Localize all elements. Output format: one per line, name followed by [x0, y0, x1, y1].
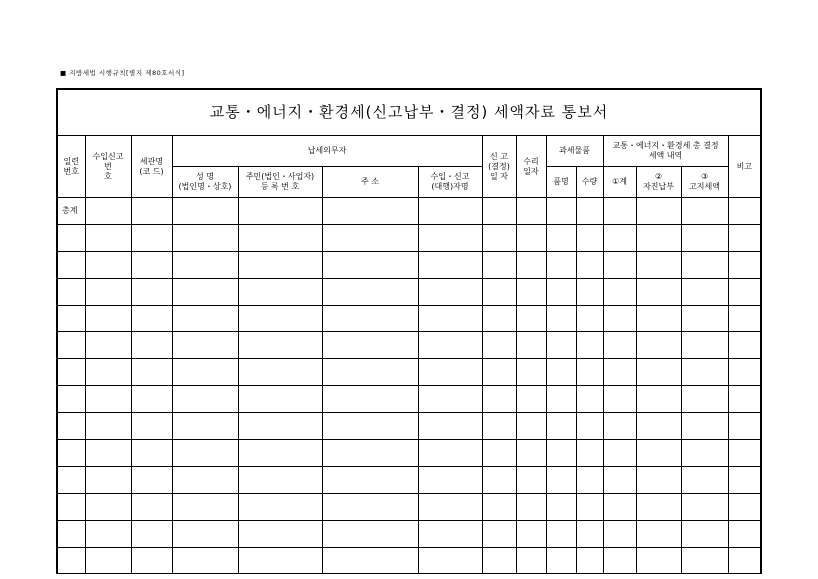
table-cell[interactable] — [681, 520, 728, 547]
table-cell[interactable] — [238, 198, 322, 225]
table-row — [58, 224, 760, 251]
table-cell[interactable] — [418, 305, 482, 332]
table-cell[interactable] — [636, 278, 681, 305]
table-cell[interactable] — [238, 520, 322, 547]
table-cell[interactable] — [576, 493, 603, 520]
table-cell[interactable] — [322, 413, 418, 440]
table-cell[interactable] — [636, 413, 681, 440]
table-cell[interactable] — [576, 278, 603, 305]
header-address: 주 소 — [322, 167, 418, 198]
table-cell[interactable] — [172, 440, 238, 467]
table-cell[interactable] — [172, 305, 238, 332]
table-cell[interactable] — [418, 386, 482, 413]
header-name: 성 명 (법인명・상호) — [172, 167, 238, 198]
table-cell[interactable] — [516, 520, 546, 547]
table-cell[interactable] — [172, 251, 238, 278]
table-cell[interactable] — [172, 386, 238, 413]
table-cell[interactable] — [418, 520, 482, 547]
table-cell[interactable] — [603, 440, 636, 467]
table-cell[interactable] — [728, 251, 760, 278]
table-cell[interactable] — [85, 466, 131, 493]
table-cell[interactable] — [482, 466, 516, 493]
table-cell[interactable] — [58, 278, 85, 305]
table-cell[interactable] — [482, 440, 516, 467]
table-cell[interactable] — [636, 440, 681, 467]
form-caption: ■ 지방세법 시행규칙[별지 제80호서식] — [60, 69, 185, 77]
table-cell[interactable] — [322, 278, 418, 305]
table-row — [58, 440, 760, 467]
table-cell[interactable] — [172, 493, 238, 520]
table-cell[interactable] — [728, 493, 760, 520]
table-cell[interactable] — [85, 278, 131, 305]
table-cell[interactable] — [58, 440, 85, 467]
table-cell[interactable] — [418, 251, 482, 278]
table-cell[interactable] — [418, 278, 482, 305]
header-report-date: 신 고 (결정) 일 자 — [482, 136, 516, 198]
table-cell[interactable] — [576, 359, 603, 386]
table-cell[interactable] — [238, 359, 322, 386]
total-label: 총계 — [58, 198, 85, 225]
table-cell[interactable] — [322, 224, 418, 251]
header-self-payment: ② 자진납부 — [636, 167, 681, 198]
table-row — [58, 547, 760, 574]
table-cell[interactable] — [636, 359, 681, 386]
table-cell[interactable] — [728, 386, 760, 413]
table-cell[interactable] — [636, 224, 681, 251]
table-cell[interactable] — [85, 386, 131, 413]
table-cell[interactable] — [728, 359, 760, 386]
table-cell[interactable] — [636, 547, 681, 574]
table-cell[interactable] — [681, 413, 728, 440]
table-cell[interactable] — [238, 493, 322, 520]
table-cell[interactable] — [418, 224, 482, 251]
table-cell[interactable] — [482, 198, 516, 225]
table-cell[interactable] — [546, 251, 576, 278]
table-cell[interactable] — [58, 413, 85, 440]
table-row — [58, 359, 760, 386]
table-cell[interactable] — [58, 547, 85, 574]
table-cell[interactable] — [131, 520, 172, 547]
table-cell[interactable] — [681, 251, 728, 278]
table-cell[interactable] — [576, 198, 603, 225]
table-cell[interactable] — [636, 198, 681, 225]
header-receipt-date: 수리 일자 — [516, 136, 546, 198]
table-cell[interactable] — [576, 386, 603, 413]
table-cell[interactable] — [322, 547, 418, 574]
table-cell[interactable] — [636, 305, 681, 332]
table-cell[interactable] — [85, 198, 131, 225]
table-cell[interactable] — [238, 413, 322, 440]
table-cell[interactable] — [546, 332, 576, 359]
table-cell[interactable] — [516, 466, 546, 493]
table-cell[interactable] — [681, 493, 728, 520]
table-row — [58, 332, 760, 359]
table-cell[interactable] — [58, 359, 85, 386]
table-cell[interactable] — [172, 198, 238, 225]
table-cell[interactable] — [546, 413, 576, 440]
table-cell[interactable] — [681, 386, 728, 413]
table-cell[interactable] — [576, 332, 603, 359]
table-cell[interactable] — [516, 224, 546, 251]
table-cell[interactable] — [322, 440, 418, 467]
table-cell[interactable] — [85, 332, 131, 359]
table-cell[interactable] — [131, 493, 172, 520]
table-cell[interactable] — [322, 520, 418, 547]
table-cell[interactable] — [131, 305, 172, 332]
header-quantity: 수량 — [576, 167, 603, 198]
table-cell[interactable] — [576, 251, 603, 278]
table-cell[interactable] — [418, 198, 482, 225]
table-cell[interactable] — [636, 332, 681, 359]
table-cell[interactable] — [728, 198, 760, 225]
header-import-report-no: 수입신고 번 호 — [85, 136, 131, 198]
table-row — [58, 413, 760, 440]
table-row — [58, 278, 760, 305]
table-cell[interactable] — [603, 493, 636, 520]
table-cell[interactable] — [322, 305, 418, 332]
table-cell[interactable] — [322, 466, 418, 493]
table-cell[interactable] — [681, 198, 728, 225]
table-cell[interactable] — [516, 251, 546, 278]
table-cell[interactable] — [482, 278, 516, 305]
table-cell[interactable] — [603, 413, 636, 440]
table-cell[interactable] — [322, 386, 418, 413]
table-cell[interactable] — [58, 251, 85, 278]
table-cell[interactable] — [546, 305, 576, 332]
table-cell[interactable] — [482, 305, 516, 332]
table-cell[interactable] — [636, 493, 681, 520]
table-cell[interactable] — [238, 278, 322, 305]
table-cell[interactable] — [172, 413, 238, 440]
table-cell[interactable] — [603, 224, 636, 251]
table-cell[interactable] — [516, 440, 546, 467]
table-cell[interactable] — [728, 224, 760, 251]
table-cell[interactable] — [546, 520, 576, 547]
table-cell[interactable] — [172, 359, 238, 386]
table-cell[interactable] — [728, 520, 760, 547]
table-cell[interactable] — [728, 466, 760, 493]
table-cell[interactable] — [482, 332, 516, 359]
table-cell[interactable] — [58, 305, 85, 332]
table-cell[interactable] — [418, 547, 482, 574]
table-cell[interactable] — [131, 224, 172, 251]
header-row-1 — [58, 136, 760, 167]
table-cell[interactable] — [482, 413, 516, 440]
table-cell[interactable] — [131, 251, 172, 278]
table-cell[interactable] — [516, 359, 546, 386]
table-cell[interactable] — [238, 547, 322, 574]
table-cell[interactable] — [172, 278, 238, 305]
header-taxable-goods: 과세물품 — [546, 136, 603, 167]
table-cell[interactable] — [482, 359, 516, 386]
header-item: 품명 — [546, 167, 576, 198]
header-serial-no: 일련 번호 — [58, 136, 85, 198]
table-cell[interactable] — [172, 520, 238, 547]
table-cell[interactable] — [728, 278, 760, 305]
table-cell[interactable] — [85, 493, 131, 520]
table-cell[interactable] — [576, 224, 603, 251]
table-cell[interactable] — [131, 547, 172, 574]
table-cell[interactable] — [516, 332, 546, 359]
table-cell[interactable] — [85, 251, 131, 278]
table-cell[interactable] — [172, 466, 238, 493]
table-cell[interactable] — [482, 386, 516, 413]
table-cell[interactable] — [482, 251, 516, 278]
table-cell[interactable] — [131, 386, 172, 413]
table-cell[interactable] — [58, 224, 85, 251]
table-cell[interactable] — [482, 547, 516, 574]
table-cell[interactable] — [322, 198, 418, 225]
table-row — [58, 520, 760, 547]
tax-data-table — [58, 136, 760, 574]
table-cell[interactable] — [58, 520, 85, 547]
table-cell[interactable] — [418, 493, 482, 520]
table-cell[interactable] — [603, 332, 636, 359]
table-cell[interactable] — [681, 332, 728, 359]
table-cell[interactable] — [636, 386, 681, 413]
table-cell[interactable] — [58, 332, 85, 359]
table-cell[interactable] — [238, 440, 322, 467]
table-cell[interactable] — [681, 359, 728, 386]
table-cell[interactable] — [603, 520, 636, 547]
table-cell[interactable] — [603, 547, 636, 574]
table-cell[interactable] — [728, 547, 760, 574]
table-cell[interactable] — [322, 251, 418, 278]
table-row-total — [58, 198, 760, 225]
table-cell[interactable] — [131, 413, 172, 440]
table-cell[interactable] — [681, 440, 728, 467]
table-cell[interactable] — [603, 278, 636, 305]
table-cell[interactable] — [681, 278, 728, 305]
table-cell[interactable] — [603, 198, 636, 225]
table-row — [58, 305, 760, 332]
table-cell[interactable] — [546, 547, 576, 574]
table-cell[interactable] — [728, 440, 760, 467]
table-cell[interactable] — [482, 520, 516, 547]
table-cell[interactable] — [85, 305, 131, 332]
table-cell[interactable] — [681, 547, 728, 574]
table-cell[interactable] — [172, 547, 238, 574]
table-cell[interactable] — [516, 547, 546, 574]
table-cell[interactable] — [603, 359, 636, 386]
table-cell[interactable] — [576, 466, 603, 493]
table-cell[interactable] — [546, 198, 576, 225]
table-cell[interactable] — [58, 466, 85, 493]
table-cell[interactable] — [728, 332, 760, 359]
table-cell[interactable] — [576, 520, 603, 547]
table-cell[interactable] — [85, 547, 131, 574]
table-cell[interactable] — [172, 224, 238, 251]
table-cell[interactable] — [322, 332, 418, 359]
header-total: ①계 — [603, 167, 636, 198]
table-cell[interactable] — [322, 359, 418, 386]
table-cell[interactable] — [85, 440, 131, 467]
table-cell[interactable] — [546, 466, 576, 493]
table-cell[interactable] — [681, 466, 728, 493]
table-cell[interactable] — [603, 305, 636, 332]
table-cell[interactable] — [516, 386, 546, 413]
table-cell[interactable] — [516, 413, 546, 440]
table-cell[interactable] — [131, 466, 172, 493]
table-row — [58, 386, 760, 413]
table-cell[interactable] — [516, 278, 546, 305]
table-cell[interactable] — [238, 251, 322, 278]
table-cell[interactable] — [85, 224, 131, 251]
table-cell[interactable] — [238, 466, 322, 493]
table-cell[interactable] — [238, 386, 322, 413]
table-cell[interactable] — [58, 386, 85, 413]
table-cell[interactable] — [728, 305, 760, 332]
table-cell[interactable] — [681, 224, 728, 251]
table-cell[interactable] — [546, 224, 576, 251]
header-remarks: 비고 — [728, 136, 760, 198]
table-cell[interactable] — [603, 251, 636, 278]
header-agent: 수입・신고 (대행)자명 — [418, 167, 482, 198]
header-reg-no: 주민(법인・사업자) 등 록 번 호 — [238, 167, 322, 198]
table-cell[interactable] — [131, 332, 172, 359]
table-cell[interactable] — [576, 305, 603, 332]
table-cell[interactable] — [131, 359, 172, 386]
table-cell[interactable] — [482, 493, 516, 520]
table-cell[interactable] — [516, 493, 546, 520]
table-row — [58, 466, 760, 493]
table-row — [58, 251, 760, 278]
table-cell[interactable] — [576, 413, 603, 440]
table-row — [58, 493, 760, 520]
table-cell[interactable] — [131, 278, 172, 305]
table-cell[interactable] — [546, 359, 576, 386]
table-cell[interactable] — [576, 440, 603, 467]
table-cell[interactable] — [418, 332, 482, 359]
table-cell[interactable] — [418, 413, 482, 440]
table-cell[interactable] — [322, 493, 418, 520]
table-cell[interactable] — [636, 520, 681, 547]
header-customs-name: 세관명 (코 드) — [131, 136, 172, 198]
table-cell[interactable] — [636, 251, 681, 278]
table-cell[interactable] — [418, 359, 482, 386]
table-cell[interactable] — [728, 413, 760, 440]
header-taxpayer: 납세의무자 — [172, 136, 482, 167]
table-cell[interactable] — [546, 386, 576, 413]
table-cell[interactable] — [546, 440, 576, 467]
table-cell[interactable] — [681, 305, 728, 332]
table-cell[interactable] — [85, 413, 131, 440]
table-cell[interactable] — [238, 332, 322, 359]
table-cell[interactable] — [85, 520, 131, 547]
table-cell[interactable] — [172, 332, 238, 359]
table-cell[interactable] — [576, 547, 603, 574]
table-cell[interactable] — [516, 198, 546, 225]
table-cell[interactable] — [131, 198, 172, 225]
table-cell[interactable] — [603, 386, 636, 413]
table-cell[interactable] — [546, 278, 576, 305]
table-cell[interactable] — [603, 466, 636, 493]
form-title: 교통・에너지・환경세(신고납부・결정) 세액자료 통보서 — [58, 90, 760, 136]
table-cell[interactable] — [636, 466, 681, 493]
table-cell[interactable] — [516, 305, 546, 332]
table-cell[interactable] — [238, 305, 322, 332]
table-cell[interactable] — [418, 440, 482, 467]
header-tax-details: 교통・에너지・환경세 총 결정 세액 내역 — [603, 136, 728, 167]
table-cell[interactable] — [482, 224, 516, 251]
table-cell[interactable] — [58, 493, 85, 520]
tax-notice-form — [56, 88, 762, 574]
table-cell[interactable] — [85, 359, 131, 386]
table-cell[interactable] — [131, 440, 172, 467]
table-cell[interactable] — [238, 224, 322, 251]
header-notice-tax: ③ 고지세액 — [681, 167, 728, 198]
table-cell[interactable] — [418, 466, 482, 493]
table-cell[interactable] — [546, 493, 576, 520]
